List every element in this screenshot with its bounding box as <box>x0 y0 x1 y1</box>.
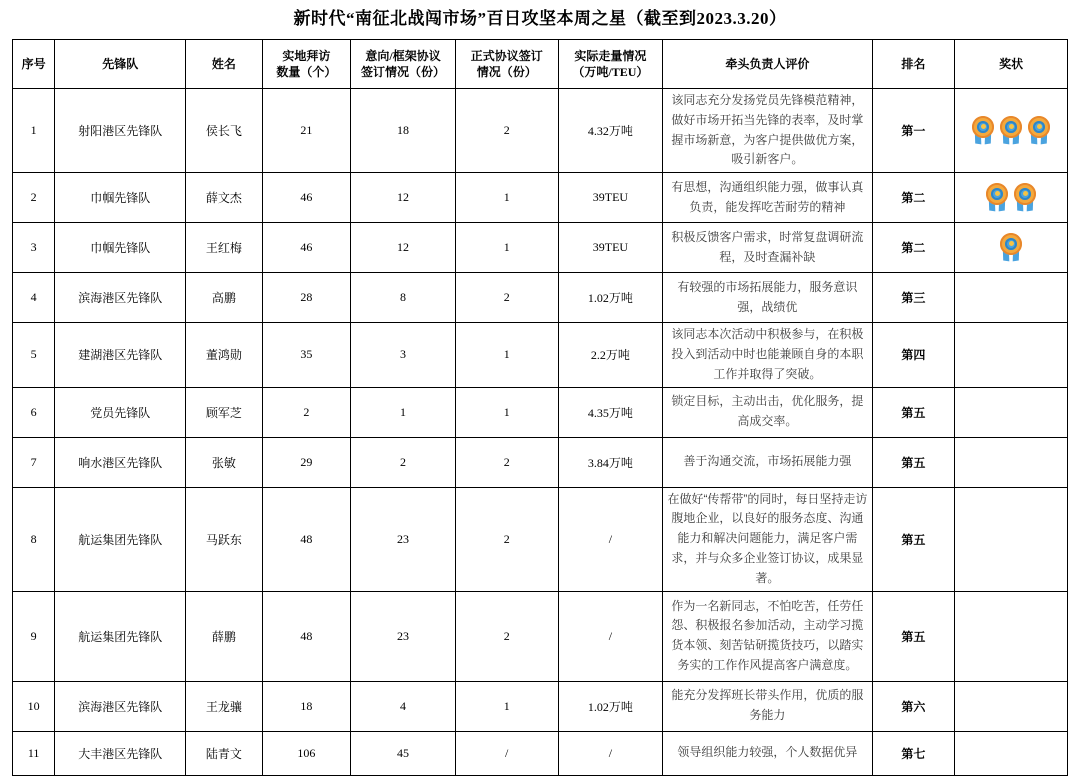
cell-index: 6 <box>13 387 55 437</box>
cell-actual-volume: / <box>558 731 663 775</box>
cell-team: 大丰港区先锋队 <box>55 731 186 775</box>
cell-award-medals <box>955 591 1068 681</box>
table-row <box>13 387 1068 437</box>
cell-formal-agreements: 2 <box>455 487 558 591</box>
cell-rank: 第五 <box>872 437 955 487</box>
cell-team: 滨海港区先锋队 <box>55 681 186 731</box>
medal-icon <box>1000 116 1022 146</box>
cell-team: 党员先锋队 <box>55 387 186 437</box>
medal-icon <box>1014 183 1036 213</box>
cell-visit-count: 28 <box>262 273 351 323</box>
column-header-intent-line2: 签订情况（份） <box>361 65 446 80</box>
cell-team: 响水港区先锋队 <box>55 437 186 487</box>
medal-group <box>958 183 1064 213</box>
cell-evaluation: 该同志充分发扬党员先锋模范精神，做好市场开拓当先锋的表率，及时掌握市场新意，为客户提供做优方案，吸引新客户。 <box>663 89 872 173</box>
table-row <box>13 681 1068 731</box>
cell-visit-count: 2 <box>262 387 351 437</box>
cell-team: 建湖港区先锋队 <box>55 323 186 387</box>
cell-team: 巾帼先锋队 <box>55 223 186 273</box>
cell-actual-volume: 3.84万吨 <box>558 437 663 487</box>
column-header-intent-agreement <box>351 40 456 89</box>
cell-formal-agreements: 1 <box>455 681 558 731</box>
cell-rank: 第五 <box>872 591 955 681</box>
cell-formal-agreements: 2 <box>455 89 558 173</box>
cell-person-name: 董鸿勋 <box>186 323 263 387</box>
column-header-actual-volume <box>558 40 663 89</box>
cell-index: 11 <box>13 731 55 775</box>
cell-actual-volume: 1.02万吨 <box>558 681 663 731</box>
cell-evaluation: 作为一名新同志，不怕吃苦，任劳任怨、积极报名参加活动，主动学习揽货本领、刻苦钻研揽货技巧，以踏实务实的工作作风提高客户满意度。 <box>663 591 872 681</box>
table-header <box>13 40 1068 89</box>
medal-icon <box>1028 116 1050 146</box>
cell-person-name: 王龙骧 <box>186 681 263 731</box>
cell-visit-count: 21 <box>262 89 351 173</box>
page-title: 新时代“南征北战闯市场”百日攻坚本周之星（截至到2023.3.20） <box>293 9 787 28</box>
cell-visit-count: 46 <box>262 223 351 273</box>
cell-actual-volume: 39TEU <box>558 223 663 273</box>
table-row <box>13 731 1068 775</box>
cell-intent-agreements: 23 <box>351 487 456 591</box>
cell-actual-volume: / <box>558 487 663 591</box>
cell-visit-count: 48 <box>262 487 351 591</box>
cell-index: 1 <box>13 89 55 173</box>
cell-person-name: 王红梅 <box>186 223 263 273</box>
cell-evaluation: 领导组织能力较强，个人数据优异 <box>663 731 872 775</box>
cell-team: 航运集团先锋队 <box>55 591 186 681</box>
cell-intent-agreements: 18 <box>351 89 456 173</box>
cell-team: 巾帼先锋队 <box>55 173 186 223</box>
cell-award-medals <box>955 223 1068 273</box>
cell-evaluation: 该同志本次活动中积极参与，在积极投入到活动中时也能兼顾自身的本职工作并取得了突破。 <box>663 323 872 387</box>
column-header-formal-line2: 情况（份） <box>476 65 537 80</box>
cell-index: 2 <box>13 173 55 223</box>
cell-actual-volume: 39TEU <box>558 173 663 223</box>
column-header-index: 序号 <box>13 40 55 89</box>
cell-rank: 第四 <box>872 323 955 387</box>
cell-formal-agreements: 2 <box>455 591 558 681</box>
cell-rank: 第五 <box>872 487 955 591</box>
cell-award-medals <box>955 681 1068 731</box>
cell-evaluation: 积极反馈客户需求，时常复盘调研流程，及时查漏补缺 <box>663 223 872 273</box>
cell-formal-agreements: 1 <box>455 223 558 273</box>
cell-team: 航运集团先锋队 <box>55 487 186 591</box>
cell-evaluation: 锁定目标，主动出击，优化服务，提高成交率。 <box>663 387 872 437</box>
cell-person-name: 薛文杰 <box>186 173 263 223</box>
cell-formal-agreements: / <box>455 731 558 775</box>
cell-visit-count: 106 <box>262 731 351 775</box>
column-header-evaluation: 牵头负责人评价 <box>663 40 872 89</box>
column-header-formal-agreement <box>455 40 558 89</box>
cell-evaluation: 善于沟通交流，市场拓展能力强 <box>663 437 872 487</box>
cell-person-name: 马跃东 <box>186 487 263 591</box>
cell-rank: 第三 <box>872 273 955 323</box>
column-header-visit-line2: 数量（个） <box>276 65 337 80</box>
column-header-intent-line1: 意向/框架协议 <box>365 48 441 63</box>
column-header-visit-line1: 实地拜访 <box>282 48 331 63</box>
cell-rank: 第七 <box>872 731 955 775</box>
cell-award-medals <box>955 323 1068 387</box>
cell-index: 7 <box>13 437 55 487</box>
cell-person-name: 张敏 <box>186 437 263 487</box>
cell-visit-count: 35 <box>262 323 351 387</box>
cell-index: 9 <box>13 591 55 681</box>
medal-icon <box>972 116 994 146</box>
table-row <box>13 223 1068 273</box>
column-header-actual-line2: （万吨/TEU） <box>572 65 649 80</box>
column-header-formal-line1: 正式协议签订 <box>470 48 543 63</box>
column-header-name: 姓名 <box>186 40 263 89</box>
cell-visit-count: 48 <box>262 591 351 681</box>
cell-team: 射阳港区先锋队 <box>55 89 186 173</box>
column-header-team: 先锋队 <box>55 40 186 89</box>
cell-evaluation: 有思想，沟通组织能力强，做事认真负责，能发挥吃苦耐劳的精神 <box>663 173 872 223</box>
cell-person-name: 侯长飞 <box>186 89 263 173</box>
cell-intent-agreements: 3 <box>351 323 456 387</box>
column-header-actual-line1: 实际走量情况 <box>574 48 647 63</box>
cell-actual-volume: 1.02万吨 <box>558 273 663 323</box>
cell-index: 3 <box>13 223 55 273</box>
cell-rank: 第五 <box>872 387 955 437</box>
cell-index: 4 <box>13 273 55 323</box>
cell-evaluation: 有较强的市场拓展能力，服务意识强，战绩优 <box>663 273 872 323</box>
cell-visit-count: 46 <box>262 173 351 223</box>
cell-intent-agreements: 4 <box>351 681 456 731</box>
cell-award-medals <box>955 437 1068 487</box>
cell-actual-volume: 4.32万吨 <box>558 89 663 173</box>
cell-award-medals <box>955 731 1068 775</box>
cell-intent-agreements: 2 <box>351 437 456 487</box>
cell-intent-agreements: 23 <box>351 591 456 681</box>
cell-formal-agreements: 1 <box>455 323 558 387</box>
cell-award-medals <box>955 387 1068 437</box>
table-row <box>13 89 1068 173</box>
cell-visit-count: 29 <box>262 437 351 487</box>
column-header-visit-count <box>262 40 351 89</box>
cell-actual-volume: / <box>558 591 663 681</box>
cell-person-name: 陆青文 <box>186 731 263 775</box>
cell-actual-volume: 4.35万吨 <box>558 387 663 437</box>
cell-rank: 第二 <box>872 223 955 273</box>
cell-award-medals <box>955 89 1068 173</box>
cell-intent-agreements: 8 <box>351 273 456 323</box>
cell-award-medals <box>955 487 1068 591</box>
cell-person-name: 顾军芝 <box>186 387 263 437</box>
cell-award-medals <box>955 273 1068 323</box>
cell-intent-agreements: 12 <box>351 173 456 223</box>
cell-intent-agreements: 45 <box>351 731 456 775</box>
table-header-row <box>13 40 1068 89</box>
column-header-award: 奖状 <box>955 40 1068 89</box>
table-row <box>13 323 1068 387</box>
table-row <box>13 273 1068 323</box>
medal-icon <box>1000 233 1022 263</box>
cell-intent-agreements: 1 <box>351 387 456 437</box>
cell-index: 5 <box>13 323 55 387</box>
cell-index: 10 <box>13 681 55 731</box>
cell-rank: 第一 <box>872 89 955 173</box>
medal-group <box>958 233 1064 263</box>
table-body <box>13 89 1068 776</box>
cell-formal-agreements: 2 <box>455 273 558 323</box>
column-header-rank: 排名 <box>872 40 955 89</box>
cell-rank: 第六 <box>872 681 955 731</box>
cell-index: 8 <box>13 487 55 591</box>
cell-evaluation: 在做好“传帮带”的同时，每日坚持走访腹地企业，以良好的服务态度、沟通能力和解决问题能力，满足客户需求，并与众多企业签订协议，成果显著。 <box>663 487 872 591</box>
cell-formal-agreements: 2 <box>455 437 558 487</box>
star-of-the-week-table <box>12 39 1068 776</box>
cell-formal-agreements: 1 <box>455 173 558 223</box>
cell-team: 滨海港区先锋队 <box>55 273 186 323</box>
cell-actual-volume: 2.2万吨 <box>558 323 663 387</box>
table-row <box>13 591 1068 681</box>
table-row <box>13 173 1068 223</box>
table-row <box>13 437 1068 487</box>
cell-formal-agreements: 1 <box>455 387 558 437</box>
medal-icon <box>986 183 1008 213</box>
cell-person-name: 高鹏 <box>186 273 263 323</box>
cell-evaluation: 能充分发挥班长带头作用，优质的服务能力 <box>663 681 872 731</box>
medal-group <box>958 116 1064 146</box>
cell-visit-count: 18 <box>262 681 351 731</box>
table-row <box>13 487 1068 591</box>
cell-person-name: 薛鹏 <box>186 591 263 681</box>
cell-rank: 第二 <box>872 173 955 223</box>
cell-intent-agreements: 12 <box>351 223 456 273</box>
cell-award-medals <box>955 173 1068 223</box>
